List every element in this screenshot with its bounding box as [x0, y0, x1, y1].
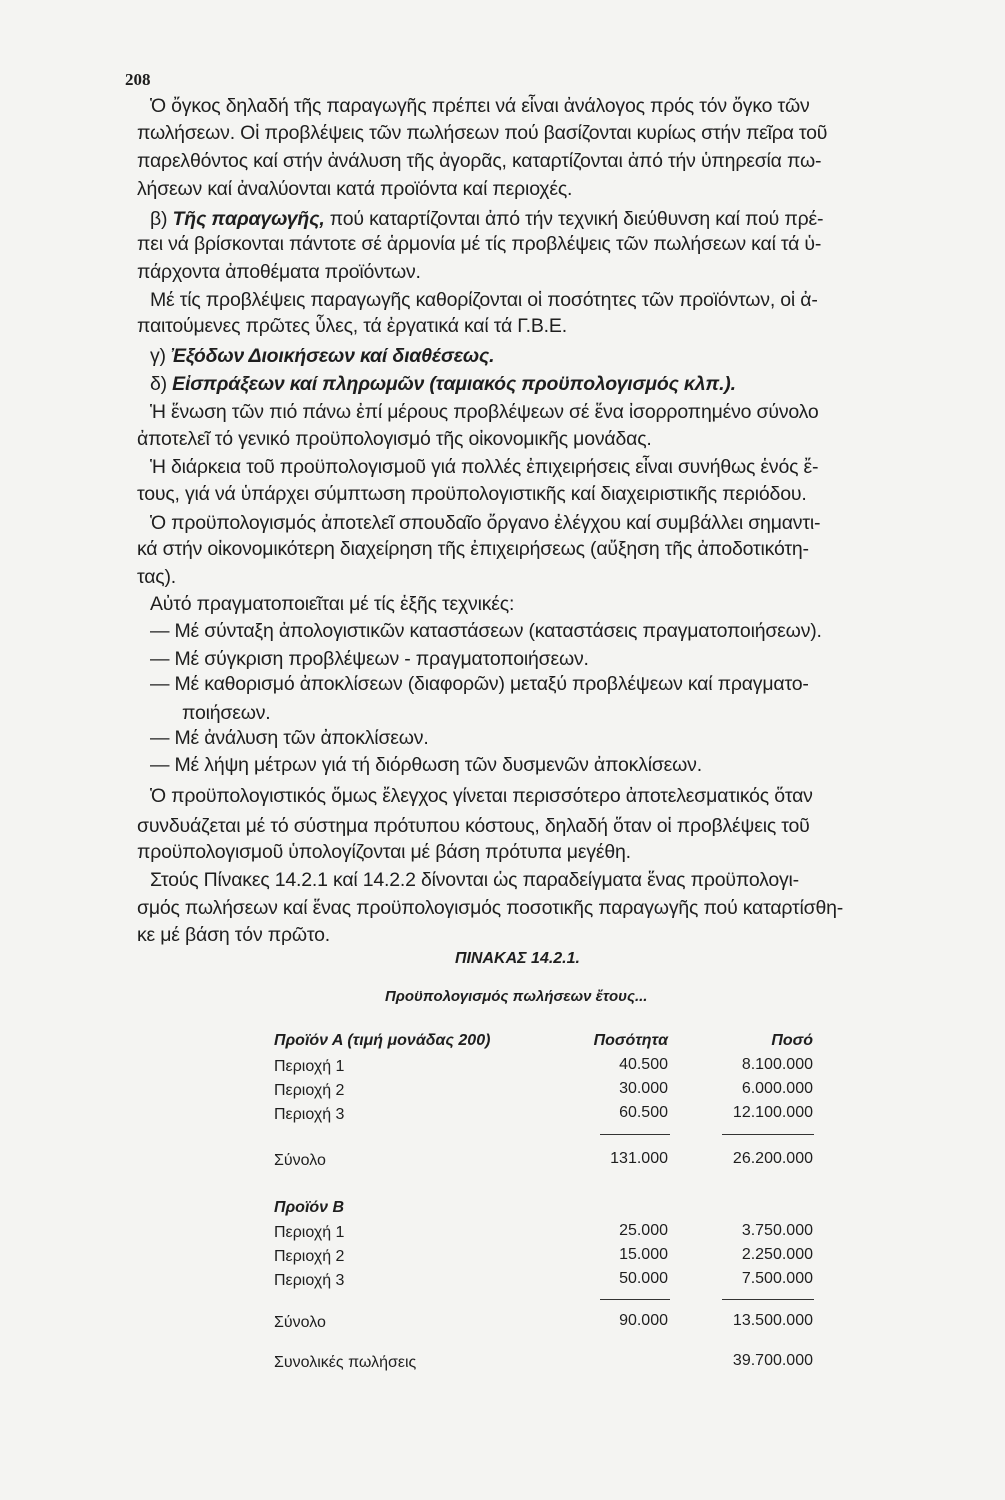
text-line: [150, 593, 514, 616]
text-segment: παρελθόντος καί στήν ἀνάλυση τῆς ἀγορᾶς, καταρτίζονται ἀπό τήν ὑπηρεσία πω-: [137, 150, 822, 172]
grand-total-amount: 39.700.000: [732, 1352, 813, 1369]
text-line: [150, 620, 822, 643]
text-segment: — Μέ σύνταξη ἀπολογιστικῶν καταστάσεων (καταστάσεις πραγματοποιήσεων).: [150, 620, 822, 642]
product-b-title: Προϊόν Β: [274, 1199, 345, 1216]
page-number: 208: [125, 70, 151, 89]
text-line: [150, 785, 813, 808]
row-region: Περιοχή 3: [274, 1272, 345, 1289]
text-segment: δ): [150, 373, 173, 395]
text-segment: — Μέ ἀνάλυση τῶν ἀποκλίσεων.: [150, 727, 429, 749]
row-quantity: 25.000: [619, 1222, 668, 1239]
row-region: Περιοχή 3: [274, 1106, 345, 1123]
text-segment: τους, γιά νά ὑπάρχει σύμπτωση προϋπολογιστικῆς καί διαχειριστικῆς περιόδου.: [137, 483, 807, 505]
header-amount: Ποσό: [771, 1032, 813, 1049]
text-line: [150, 345, 494, 368]
text-line: [137, 428, 652, 451]
row-amount: 3.750.000: [741, 1222, 813, 1239]
row-amount: 12.100.000: [732, 1104, 813, 1121]
text-segment: λήσεων καί ἀναλύονται κατά προϊόντα καί περιοχές.: [137, 178, 573, 200]
text-segment: κε μέ βάση τόν πρῶτο.: [137, 924, 330, 946]
text-segment: τας).: [137, 566, 177, 588]
text-line: [137, 538, 809, 561]
text-segment: προϋπολογισμοῦ ὑπολογίζονται μέ βάση πρότυπα μεγέθη.: [137, 841, 631, 863]
text-line: [150, 869, 799, 892]
text-segment: Ὁ ὄγκος δηλαδή τῆς παραγωγῆς πρέπει νά εἶναι ἀνάλογος πρός τόν ὄγκο τῶν: [150, 95, 810, 117]
row-region: Περιοχή 2: [274, 1248, 345, 1265]
row-region: Περιοχή 1: [274, 1058, 345, 1075]
text-segment: — Μέ σύγκριση προβλέψεων - πραγματοποιήσεων.: [150, 648, 589, 670]
emphasis-text: Τῆς παραγωγῆς,: [172, 208, 325, 230]
text-line: [150, 754, 702, 777]
text-segment: πει νά βρίσκονται πάντοτε σέ ἁρμονία μέ τίς προβλέψεις τῶν πωλήσεων καί τά ὑ-: [137, 233, 822, 255]
row-amount: 6.000.000: [741, 1080, 813, 1097]
text-line: [137, 150, 821, 173]
text-line: [137, 924, 330, 947]
text-segment: Ἡ ἕνωση τῶν πιό πάνω ἐπί μέρους προβλέψεων σέ ἕνα ἰσορροπημένο σύνολο: [150, 401, 819, 423]
sum-rule: [722, 1134, 814, 1135]
row-quantity: 50.000: [619, 1270, 668, 1287]
text-segment: Αὐτό πραγματοποιεῖται μέ τίς ἑξῆς τεχνικές:: [150, 593, 515, 615]
text-line: [150, 673, 809, 696]
row-quantity: 40.500: [619, 1056, 668, 1073]
text-line: [137, 122, 827, 145]
text-segment: πωλήσεων. Οἱ προβλέψεις τῶν πωλήσεων πού βασίζονται κυρίως στήν πεῖρα τοῦ: [137, 122, 828, 144]
text-line: [150, 401, 819, 424]
text-segment: γ): [150, 345, 172, 367]
row-amount: 7.500.000: [741, 1270, 813, 1287]
text-segment: Μέ τίς προβλέψεις παραγωγῆς καθορίζονται οἱ ποσότητες τῶν προϊόντων, οἱ ἀ-: [150, 289, 818, 311]
text-segment: κά στήν οἰκονομικότερη διαχείρηση τῆς ἐπιχειρήσεως (αὔξηση τῆς ἀποδοτικότη-: [137, 538, 809, 560]
text-segment: Ὁ προϋπολογισμός ἀποτελεῖ σπουδαῖο ὄργανο ἐλέγχου καί συμβάλλει σημαντι-: [150, 512, 821, 534]
row-region: Περιοχή 2: [274, 1082, 345, 1099]
total-label: Σύνολο: [274, 1314, 326, 1331]
text-line: [150, 512, 820, 535]
text-line: [137, 261, 421, 284]
text-segment: — Μέ καθορισμό ἀποκλίσεων (διαφορῶν) μεταξύ προβλέψεων καί πραγματο-: [150, 673, 809, 695]
text-line: [137, 233, 821, 256]
emphasis-text: Ἐξόδων Διοικήσεων καί διαθέσεως.: [171, 345, 495, 367]
text-line: [182, 702, 271, 725]
text-segment: — Μέ λήψη μέτρων γιά τή διόρθωση τῶν δυσμενῶν ἀποκλίσεων.: [150, 754, 702, 776]
header-quantity: Ποσότητα: [593, 1032, 668, 1049]
text-segment: πάρχοντα ἀποθέματα προϊόντων.: [137, 261, 421, 283]
header-product-a: Προϊόν Α (τιμή μονάδας 200): [274, 1032, 491, 1049]
total-amount: 26.200.000: [732, 1150, 813, 1167]
text-segment: πού καταρτίζονται ἀπό τήν τεχνική διεύθυνση καί πού πρέ-: [324, 208, 824, 230]
total-quantity: 131.000: [610, 1150, 668, 1167]
sum-rule: [600, 1134, 670, 1135]
text-line: [150, 208, 823, 231]
grand-total-label: Συνολικές πωλήσεις: [274, 1354, 417, 1371]
text-segment: β): [150, 208, 173, 230]
table-caption: ΠΙΝΑΚΑΣ 14.2.1.: [455, 950, 580, 967]
row-region: Περιοχή 1: [274, 1224, 345, 1241]
table-subtitle: Προϋπολογισμός πωλήσεων ἔτους...: [385, 988, 648, 1005]
text-line: [137, 315, 567, 338]
text-segment: Ἡ διάρκεια τοῦ προϋπολογισμοῦ γιά πολλές ἐπιχειρήσεις εἶναι συνήθως ἑνός ἔ-: [150, 456, 819, 478]
text-segment: ποιήσεων.: [182, 702, 271, 724]
text-line: [150, 95, 810, 118]
sum-rule: [600, 1299, 670, 1300]
text-segment: Στούς Πίνακες 14.2.1 καί 14.2.2 δίνονται ὡς παραδείγματα ἕνας προϋπολογι-: [150, 869, 799, 891]
text-line: [150, 289, 818, 312]
text-line: [137, 483, 807, 506]
text-segment: παιτούμενες πρῶτες ὗλες, τά ἐργατικά καί τά Γ.Β.Ε.: [137, 315, 567, 337]
text-line: [137, 178, 572, 201]
text-line: [137, 897, 843, 920]
total-quantity: 90.000: [619, 1312, 668, 1329]
row-quantity: 15.000: [619, 1246, 668, 1263]
sum-rule: [722, 1299, 814, 1300]
row-quantity: 30.000: [619, 1080, 668, 1097]
text-line: [137, 815, 810, 838]
text-line: [137, 566, 176, 589]
row-amount: 8.100.000: [741, 1056, 813, 1073]
text-segment: συνδυάζεται μέ τό σύστημα πρότυπου κόστους, δηλαδή ὅταν οἱ προβλέψεις τοῦ: [137, 815, 810, 837]
total-amount: 13.500.000: [732, 1312, 813, 1329]
text-line: [150, 373, 736, 396]
row-amount: 2.250.000: [741, 1246, 813, 1263]
text-segment: ἀποτελεῖ τό γενικό προϋπολογισμό τῆς οἰκονομικῆς μονάδας.: [137, 428, 652, 450]
text-line: [150, 648, 589, 671]
text-segment: Ὁ προϋπολογιστικός ὅμως ἔλεγχος γίνεται περισσότερο ἀποτελεσματικός ὅταν: [150, 785, 813, 807]
text-line: [150, 456, 818, 479]
emphasis-text: Εἰσπράξεων καί πληρωμῶν (ταμιακός προϋπολογισμός κλπ.).: [172, 373, 736, 395]
text-segment: σμός πωλήσεων καί ἕνας προϋπολογισμός ποσοτικῆς παραγωγῆς πού καταρτίσθη-: [137, 897, 844, 919]
row-quantity: 60.500: [619, 1104, 668, 1121]
text-line: [137, 841, 631, 864]
total-label: Σύνολο: [274, 1152, 326, 1169]
text-line: [150, 727, 429, 750]
